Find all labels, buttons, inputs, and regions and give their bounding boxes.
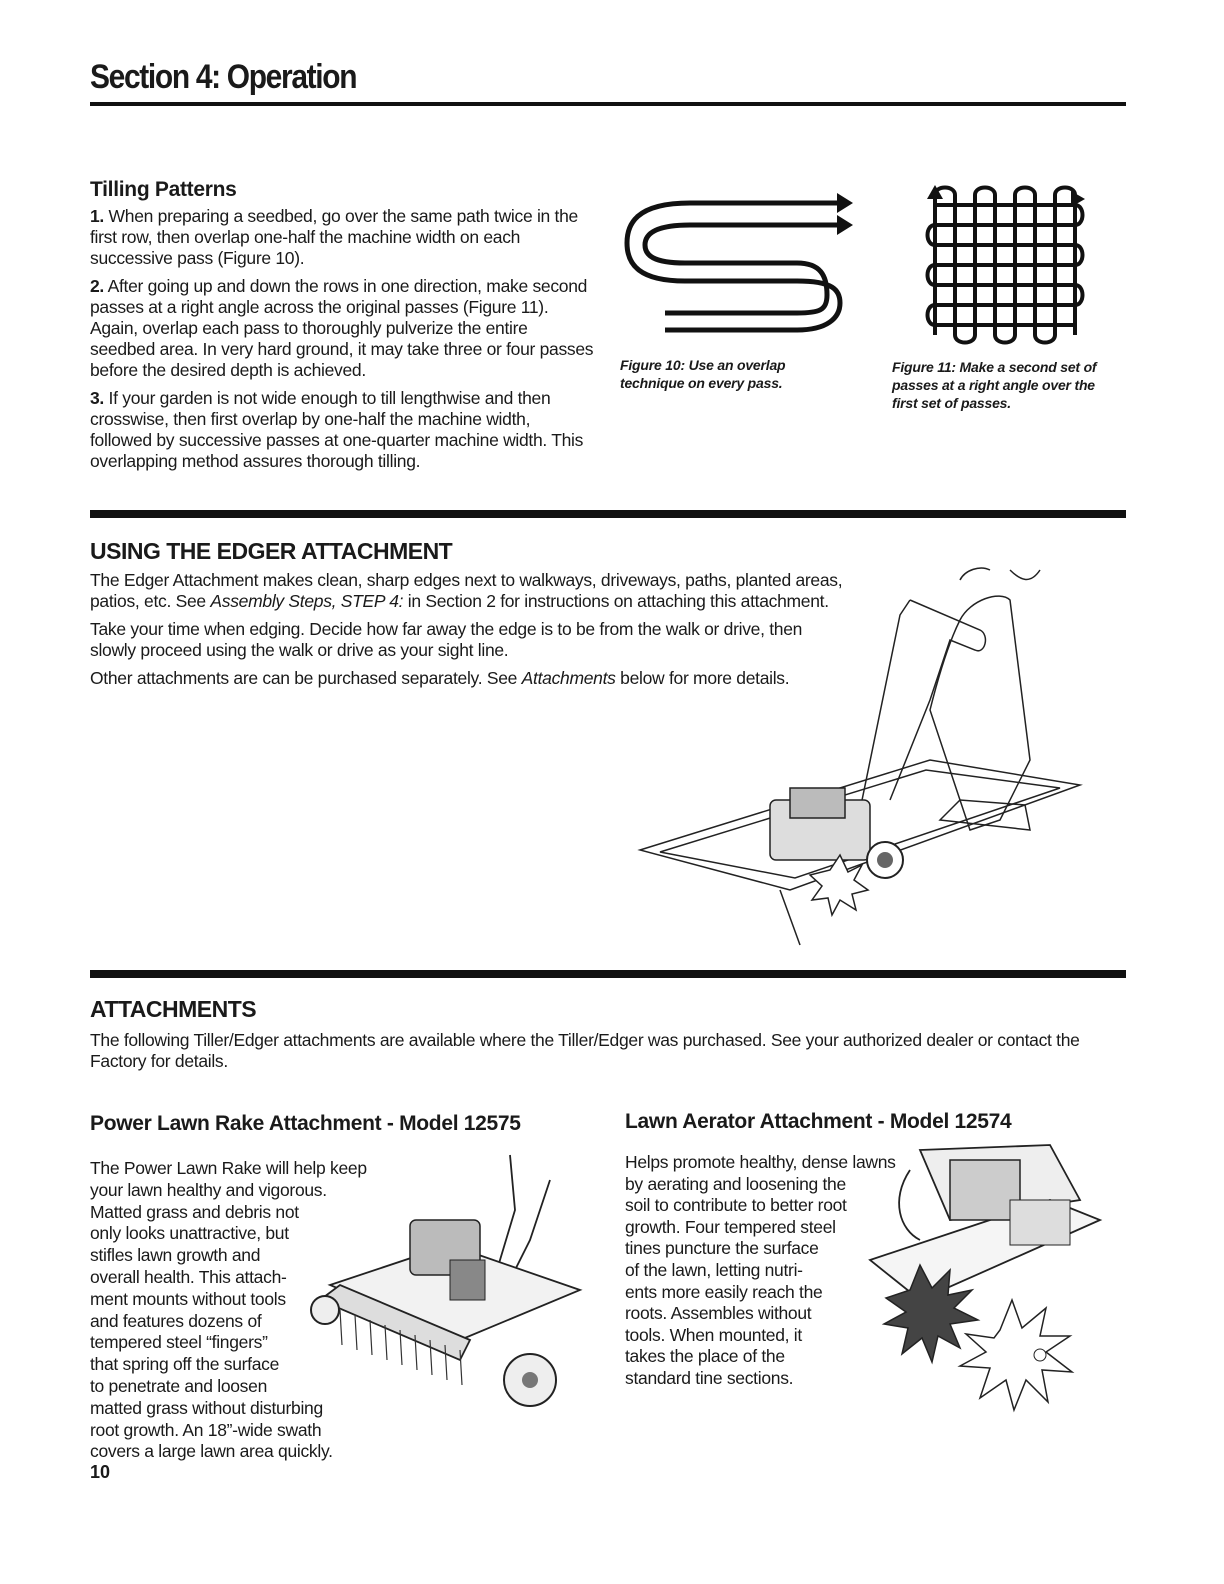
- page-number: 10: [90, 1462, 111, 1482]
- power-lawn-rake-illustration: [300, 1150, 590, 1425]
- aerator-text: Helps promote healthy, dense lawns by aerating and loosening the soil to contribute to better root growth. Four tempered steel tines puncture the surface of the lawn, letting nutri- ents more easily reach the roots. Assembles without tools. When mounted, it takes the place of the standard tine sections.: [625, 1152, 896, 1388]
- tilling-heading: Tilling Patterns: [90, 178, 237, 201]
- tilling-step-1: 1. When preparing a seedbed, go over the same path twice in the first row, then overlap one-half the machine width on each successive pass (Figure 10).: [90, 206, 578, 268]
- edger-heading: USING THE EDGER ATTACHMENT: [90, 538, 453, 564]
- rake-text: The Power Lawn Rake will help keep your lawn healthy and vigorous. Matted grass and debris not only looks unattractive, but stifles lawn growth and overall health. This attach- ment mounts without tools and features dozens of tempered steel “fingers” that spring off the surface to penetrate and loosen matted grass without disturbing root growth. An 18”-wide swath covers a large lawn area quickly.: [90, 1158, 367, 1462]
- figure-10-overlap-diagram: [615, 185, 865, 345]
- edger-paragraph-1: The Edger Attachment makes clean, sharp edges next to walkways, driveways, paths, planted areas, patios, etc. See Assembly Steps, STEP 4: in Section 2 for instructions on attaching this attachment.: [90, 570, 843, 611]
- header-rule: [90, 102, 1126, 106]
- figure-11-caption: Figure 11: Make a second set of passes at a right angle over the first set of passes.: [892, 359, 1097, 411]
- attachments-heading: ATTACHMENTS: [90, 996, 257, 1022]
- edger-paragraph-3: Other attachments are can be purchased separately. See Attachments below for more details.: [90, 668, 790, 688]
- section-rule-2: [90, 970, 1126, 978]
- figure-11-grid-diagram: [925, 185, 1085, 345]
- tilling-step-3: 3. If your garden is not wide enough to till lengthwise and then crosswise, then first overlap by one-half the machine width, followed by successive passes at one-quarter machine width. This overlapping method assures thorough tilling.: [90, 388, 584, 471]
- tilling-step-2: 2. After going up and down the rows in one direction, make second passes at a right angle across the original passes (Figure 11). Again, overlap each pass to thoroughly pulverize the entire seedbed area. In very hard ground, it may take three or four passes before the desired depth is achieved.: [90, 276, 594, 380]
- edger-paragraph-2: Take your time when edging. Decide how far away the edge is to be from the walk or drive, then slowly proceed using the walk or drive as your sight line.: [90, 619, 803, 660]
- lawn-aerator-illustration: [850, 1140, 1110, 1430]
- section-rule-1: [90, 510, 1126, 518]
- aerator-heading: Lawn Aerator Attachment - Model 12574: [625, 1110, 1012, 1133]
- rake-heading: Power Lawn Rake Attachment - Model 12575: [90, 1112, 521, 1135]
- figure-10-caption: Figure 10: Use an overlap technique on every pass.: [620, 357, 786, 391]
- tilling-steps: [90, 206, 595, 479]
- attachments-intro: The following Tiller/Edger attachments are available where the Tiller/Edger was purchased. See your authorized dealer or contact the Factory for details.: [90, 1030, 1080, 1071]
- edger-illustration: [630, 560, 1090, 950]
- page-title: Section 4: Operation: [90, 58, 357, 96]
